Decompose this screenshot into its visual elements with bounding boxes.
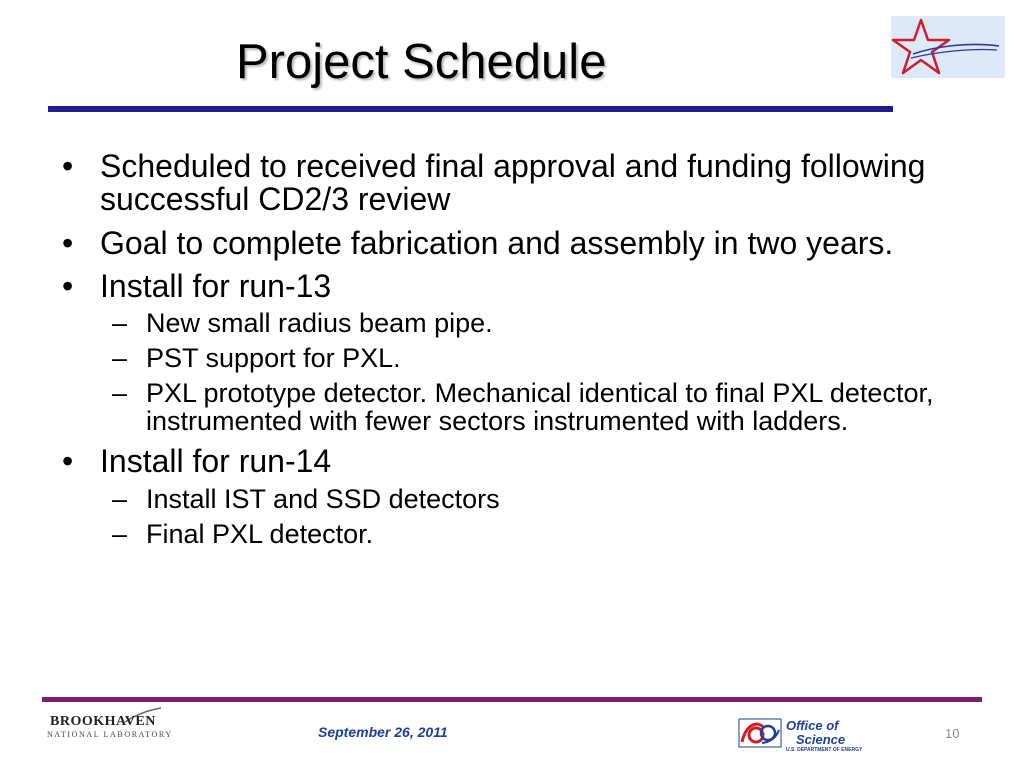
star-icon — [891, 16, 1005, 78]
footer-date: September 26, 2011 — [318, 724, 448, 740]
dash-marker: – — [112, 483, 128, 514]
list-item — [62, 445, 962, 478]
list-item-text: Install for run-14 — [100, 443, 332, 480]
list-item — [62, 224, 962, 261]
bullet-list — [62, 150, 962, 548]
brookhaven-logo — [45, 712, 173, 744]
sub-list-item — [62, 379, 962, 435]
doe-emblem-icon — [738, 718, 782, 748]
dash-marker: – — [112, 378, 128, 409]
page-number: 10 — [945, 726, 960, 741]
lab-name: BROOKHAVEN — [50, 714, 156, 729]
list-item-text: Goal to complete fabrication and assembly in two years. — [100, 224, 894, 261]
office-of-science-logo — [738, 716, 863, 753]
science-label: Science — [796, 732, 846, 747]
list-item-text: New small radius beam pipe. — [146, 308, 493, 339]
dash-marker: – — [112, 518, 128, 549]
title-divider — [48, 106, 893, 112]
dash-marker: – — [112, 343, 128, 374]
sub-list-item — [62, 309, 962, 337]
slide-title: Project Schedule — [236, 35, 607, 89]
sub-list-item — [62, 485, 962, 513]
list-item — [62, 150, 962, 217]
star-hft-logo — [891, 16, 1005, 78]
department-label: U.S. DEPARTMENT OF ENERGY — [786, 747, 863, 753]
list-item-text: Install for run-13 — [100, 267, 332, 304]
bullet-marker: • — [62, 267, 74, 304]
list-item-text: Final PXL detector. — [146, 518, 374, 549]
list-item-text: Scheduled to received final approval and funding following successful CD2/3 review — [100, 148, 926, 218]
list-item — [62, 267, 962, 304]
list-item-text: Install IST and SSD detectors — [146, 483, 500, 514]
sub-list-item — [62, 520, 962, 548]
dash-marker: – — [112, 308, 128, 339]
list-item-text: PST support for PXL. — [146, 343, 401, 374]
lab-subtitle: NATIONAL LABORATORY — [47, 730, 173, 739]
footer-divider — [42, 697, 982, 702]
office-of-label: Office of — [786, 718, 839, 733]
bullet-marker: • — [62, 224, 74, 261]
list-item-text: PXL prototype detector. Mechanical identical to final PXL detector, instrumented with fewer sectors instrumented with ladders. — [146, 378, 934, 437]
sub-list-item — [62, 344, 962, 372]
bullet-marker: • — [62, 443, 74, 480]
bullet-marker: • — [62, 148, 74, 184]
